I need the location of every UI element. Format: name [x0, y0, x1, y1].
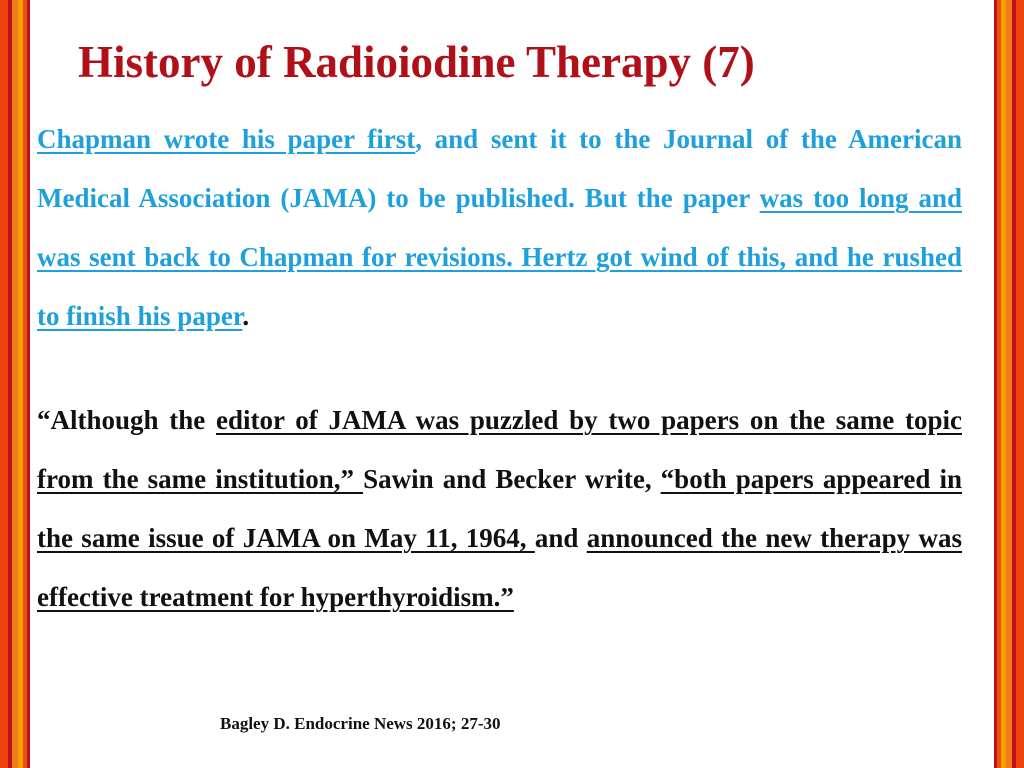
right-border-decoration	[994, 0, 1024, 768]
border-stripe	[0, 0, 8, 768]
paragraph-text: Sawin and Becker write,	[363, 464, 661, 494]
citation: Bagley D. Endocrine News 2016; 27-30	[220, 714, 501, 733]
paragraph-sawin-becker-quote	[37, 391, 962, 627]
underlined-phrase: “both papers appeared in the same issue of JAMA on May 11, 1964,	[37, 464, 962, 553]
paragraph-text: , and sent it to the Journal of the American Medical Association (JAMA) to be published. But the paper	[37, 124, 962, 213]
paragraph-text: “Although the	[37, 405, 216, 435]
underlined-phrase: was too long and was sent back to Chapman for revisions. Hertz got wind of this, and he rushed to finish his paper	[37, 183, 962, 331]
underlined-phrase: editor of JAMA was puzzled by two papers on the same topic from the same institution,”	[37, 405, 962, 494]
paragraph-chapman-hertz	[37, 110, 962, 346]
paragraph-text: .	[242, 301, 250, 331]
underlined-phrase: announced the new therapy was effective treatment for hyperthyroidism.”	[37, 523, 962, 612]
slide-title: History of Radioiodine Therapy (7)	[78, 37, 755, 87]
left-border-decoration	[0, 0, 30, 768]
paragraph-text: and	[534, 523, 587, 553]
border-stripe	[1016, 0, 1024, 768]
slide-content	[30, 0, 994, 768]
underlined-phrase: Chapman wrote his paper first	[37, 124, 416, 154]
